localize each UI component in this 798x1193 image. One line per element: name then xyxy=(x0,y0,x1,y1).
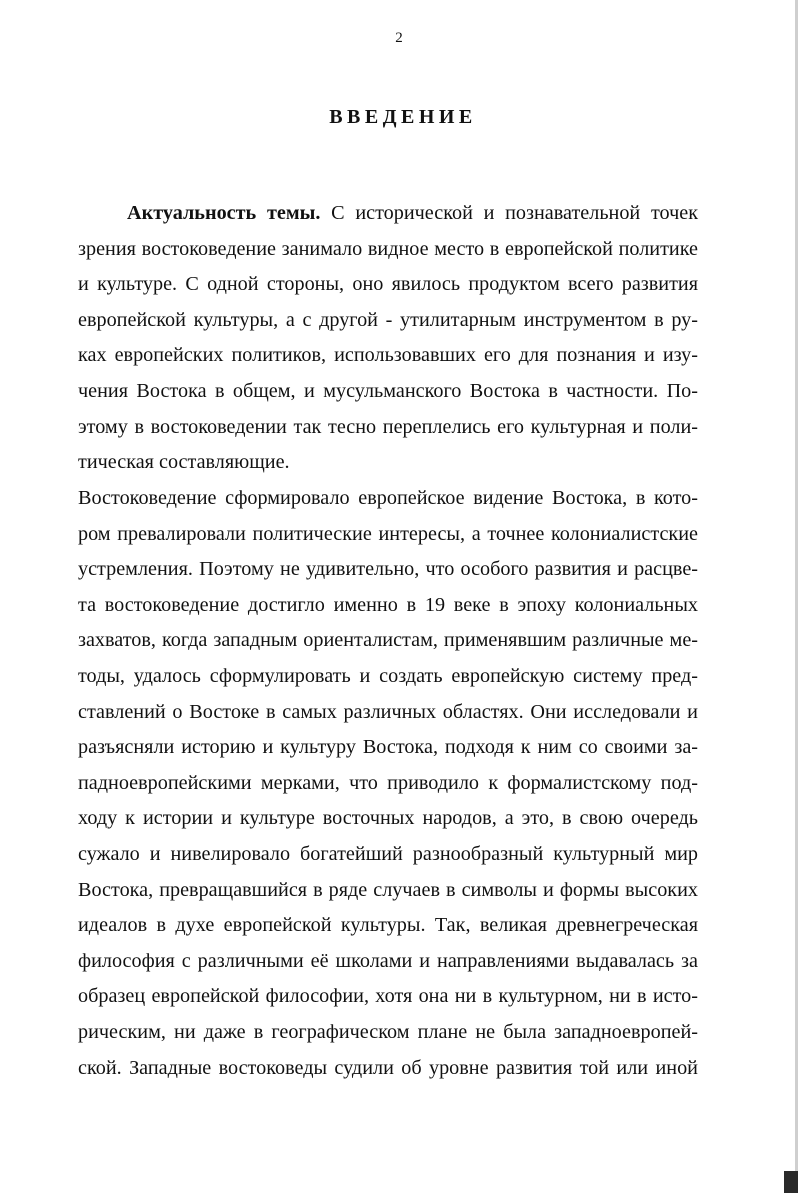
text-line: и культуре. С одной стороны, оно явилось продуктом всего развития xyxy=(78,273,698,296)
relevance-lead: Актуальность темы. xyxy=(127,202,321,224)
text-line: ской. Западные востоковеды судили об уровне развития той или иной xyxy=(78,1056,698,1079)
text-line: Востоковедение сформировало европейское видение Востока, в кото- xyxy=(78,487,698,509)
text-line: ставлений о Востоке в самых различных областях. Они исследовали и xyxy=(78,700,698,723)
text-line: зрения востоковедение занимало видное место в европейской политике xyxy=(78,237,698,260)
text-line: философия с различными её школами и направлениями выдавалась за xyxy=(78,949,698,972)
text-line: образец европейской философии, хотя она ни в культурном, ни в исто- xyxy=(78,985,698,1008)
text-line: ром превалировали политические интересы, а точнее колониалистские xyxy=(78,522,698,545)
text-line: та востоковедение достигло именно в 19 веке в эпоху колониальных xyxy=(78,593,698,616)
scan-corner-mark xyxy=(784,1171,798,1193)
text-line: захватов, когда западным ориенталистам, применявшим различные ме- xyxy=(78,629,698,652)
text-line: идеалов в духе европейской культуры. Так, великая древнегреческая xyxy=(78,914,698,937)
text-line: тическая составляющие. xyxy=(78,451,290,474)
text-line: чения Востока в общем, и мусульманского Востока в частности. По- xyxy=(78,379,698,402)
text-line: Востока, превращавшийся в ряде случаев в символы и формы высоких xyxy=(78,878,698,901)
text-line: ках европейских политиков, использовавших его для познания и изу- xyxy=(78,344,698,367)
paragraph-first-line xyxy=(78,196,698,232)
text-line: разъясняли историю и культуру Востока, подходя к ним со своими за- xyxy=(78,736,698,759)
text-line: этому в востоковедении так тесно переплелись его культурная и поли- xyxy=(78,415,698,438)
text-line: тоды, удалось сформулировать и создать европейскую систему пред- xyxy=(78,664,698,687)
page-number: 2 xyxy=(395,30,403,46)
text-line: сужало и нивелировало богатейший разнообразный культурный мир xyxy=(78,842,698,865)
first-line-rest: С исторической и познавательной точек xyxy=(320,202,698,224)
text-line: ходу к истории и культуре восточных народов, а это, в свою очередь xyxy=(78,807,698,830)
paragraph-orientalism xyxy=(78,481,698,1086)
text-line: устремления. Поэтому не удивительно, что особого развития и расцве- xyxy=(78,558,698,581)
paragraph-relevance xyxy=(78,196,698,481)
text-line: европейской культуры, а с другой - утилитарным инструментом в ру- xyxy=(78,308,698,331)
text-line: рическим, ни даже в географическом плане не была западноевропей- xyxy=(78,1020,698,1043)
text-line: падноевропейскими мерками, что приводило к формалистскому под- xyxy=(78,771,698,794)
section-heading: ВВЕДЕНИЕ xyxy=(329,106,477,128)
